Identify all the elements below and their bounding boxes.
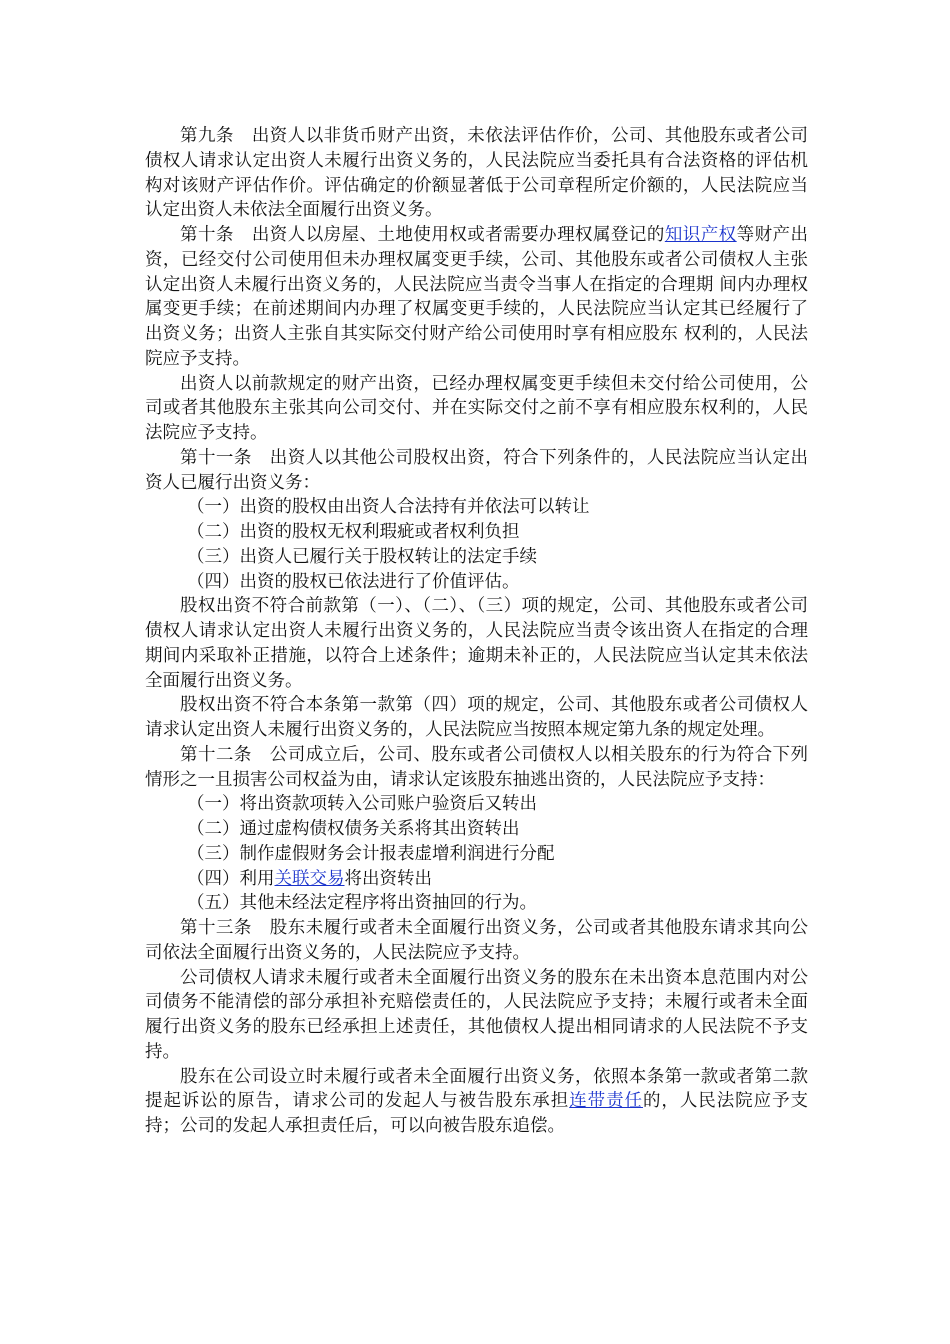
- article-12-item-1: （一）将出资款项转入公司账户验资后又转出: [187, 794, 537, 815]
- intellectual-property-link[interactable]: 知识产权: [664, 225, 737, 245]
- article-10-paragraph: [145, 223, 808, 372]
- article-12-item-4-before: （四）利用: [187, 868, 275, 889]
- article-10-second-paragraph: 出资人以前款规定的财产出资，已经办理权属变更手续但未交付给公司使用，公司或者其他股东主张其向公司交付、并在实际交付之前不享有相应股东权利的，人民法院应予支持。: [145, 373, 808, 443]
- article-10-text-after: 等财产出资，已经交付公司使用但未办理权属变更手续，公司、其他股东或者公司债权人主张认定出资人未履行出资义务的，人民法院应当责令当事人在指定的合理期 间内办理权属变更手续；在前述期间内办理了权属变更手续的，人民法院应当认定其已经履行了出资义务；出资人主张自其实际交付财产给公司使用时享有相应股东 权利的，人民法院应予支持。: [145, 225, 809, 369]
- article-13-third-before: 股东在公司设立时未履行或者未全面履行出资义务，依照本条第一款或者第二款提起诉讼的原告，请求公司的发起人与被告股东承担: [145, 1066, 808, 1112]
- document-body: [145, 124, 808, 1139]
- article-12-item-3: （三）制作虚假财务会计报表虚增利润进行分配: [187, 843, 555, 864]
- article-11-item-3: （三）出资人已履行关于股权转让的法定手续: [187, 546, 537, 567]
- article-13-second-paragraph: 公司债权人请求未履行或者未全面履行出资义务的股东在未出资本息范围内对公司债务不能清偿的部分承担补充赔偿责任的，人民法院应予支持；未履行或者未全面履行出资义务的股东已经承担上述责任，其他债权人提出相同请求的人民法院不予支持。: [145, 967, 808, 1062]
- joint-liability-link[interactable]: 连带责任: [569, 1091, 643, 1112]
- article-11-second-paragraph: 股权出资不符合前款第（一）、（二）、（三）项的规定，公司、其他股东或者公司债权人请求认定出资人未履行出资义务的，人民法院应当责令该出资人在指定的合理期间内采取补正措施，以符合上述条件；逾期未补正的，人民法院应当认定其未依法全面履行出资义务。: [145, 596, 808, 691]
- article-13-paragraph: 第十三条 股东未履行或者未全面履行出资义务，公司或者其他股东请求其向公司依法全面履行出资义务的，人民法院应予支持。: [145, 918, 808, 963]
- article-12-item-4-after: 将出资转出: [344, 868, 432, 889]
- article-12-item-2: （二）通过虚构债权债务关系将其出资转出: [187, 819, 520, 839]
- related-party-transaction-link[interactable]: 关联交易: [274, 868, 345, 889]
- article-12-item-4: [145, 867, 808, 892]
- article-13-third-after: 的，人民法院应予支持；公司的发起人承担责任后，可以向被告股东追偿。: [145, 1091, 809, 1136]
- article-12-paragraph: 第十二条 公司成立后，公司、股东或者公司债权人以相关股东的行为符合下列情形之一且损害公司权益为由，请求认定该股东抽逃出资的，人民法院应予支持：: [145, 744, 808, 790]
- article-12-item-5: （五）其他未经法定程序将出资抽回的行为。: [187, 893, 537, 914]
- article-9-paragraph: 第九条 出资人以非货币财产出资，未依法评估作价，公司、其他股东或者公司债权人请求认定出资人未履行出资义务的，人民法院应当委托具有合法资格的评估机构对该财产评估作价。评估确定的价额显著低于公司章程所定价额的，人民法院应当认定出资人未依法全面履行出资义务。: [145, 126, 808, 221]
- article-10-text-before: 第十条 出资人以房屋、土地使用权或者需要办理权属登记的: [180, 225, 665, 245]
- article-11-item-4: （四）出资的股权已依法进行了价值评估。: [187, 571, 520, 592]
- article-11-item-2: （二）出资的股权无权利瑕疵或者权利负担: [187, 522, 520, 542]
- article-11-third-paragraph: 股权出资不符合本条第一款第（四）项的规定，公司、其他股东或者公司债权人请求认定出资人未履行出资义务的，人民法院应当按照本规定第九条的规定处理。: [145, 695, 808, 740]
- article-11-paragraph: 第十一条 出资人以其他公司股权出资，符合下列条件的，人民法院应当认定出资人已履行出资义务：: [145, 447, 808, 493]
- article-11-item-1: （一）出资的股权由出资人合法持有并依法可以转让: [187, 497, 590, 518]
- article-13-third-paragraph: [145, 1065, 808, 1139]
